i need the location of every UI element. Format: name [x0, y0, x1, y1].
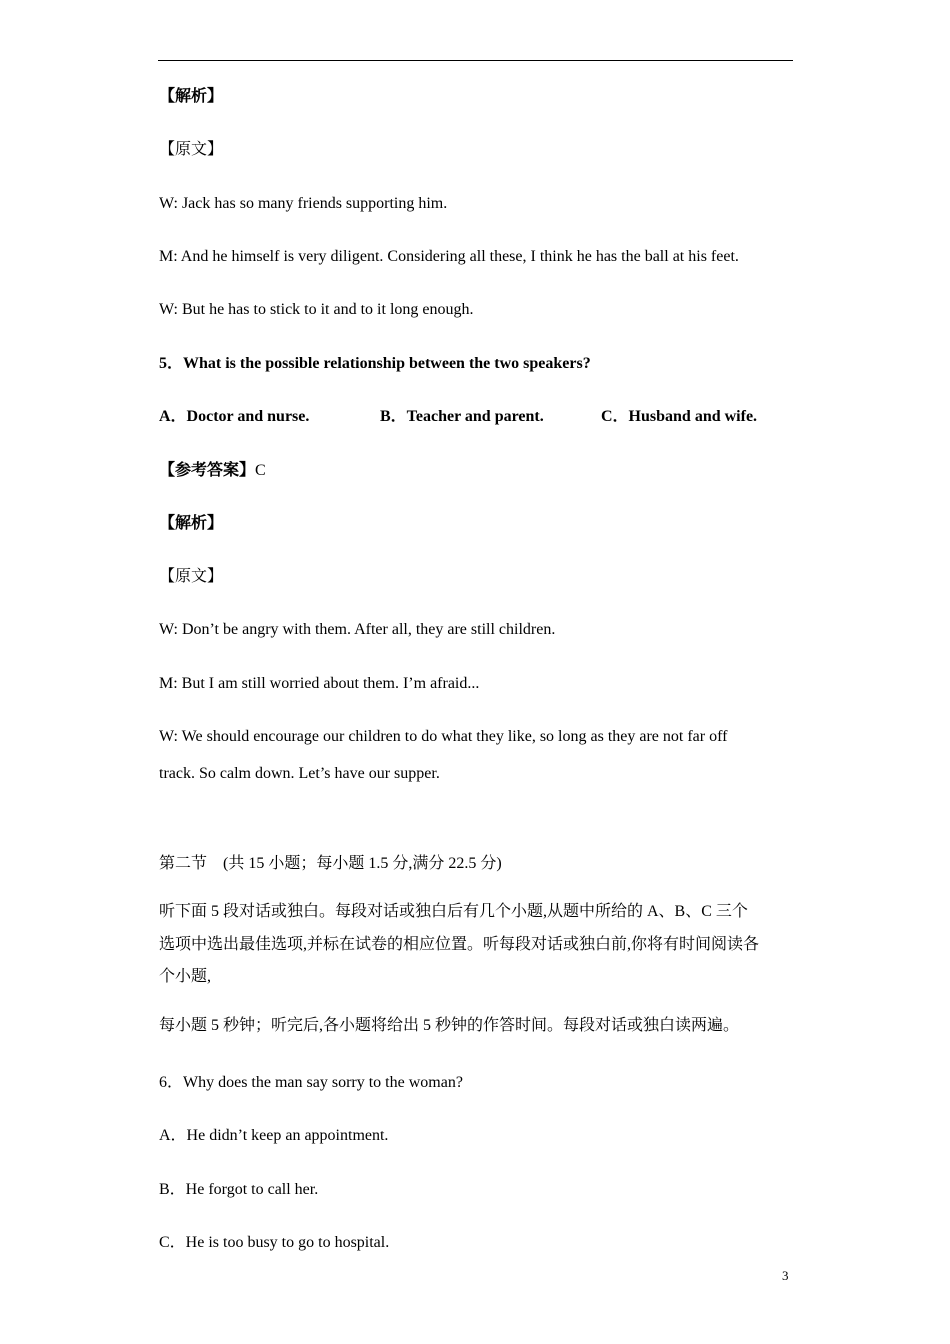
dialogue-line: W: But he has to stick to it and to it long enough. — [159, 301, 474, 318]
question-5: 5．What is the possible relationship between the two speakers? — [159, 355, 591, 372]
dialogue-line: M: And he himself is very diligent. Considering all these, I think he has the ball at his feet. — [159, 248, 739, 265]
answer-value: C — [255, 462, 266, 479]
q6-option-c: C．He is too busy to go to hospital. — [159, 1234, 390, 1251]
instruction-line: 选项中选出最佳选项,并标在试卷的相应位置。听每段对话或独白前,你将有时间阅读各 — [159, 936, 760, 953]
question-6: 6．Why does the man say sorry to the woman? — [159, 1074, 463, 1091]
q6-option-b: B．He forgot to call her. — [159, 1181, 319, 1198]
answer-line — [159, 461, 266, 481]
q5-option-a: A．Doctor and nurse. — [159, 408, 310, 425]
page-number: 3 — [782, 1268, 789, 1283]
q6-option-a: A．He didn’t keep an appointment. — [159, 1127, 389, 1144]
q5-option-b: B．Teacher and parent. — [380, 408, 544, 425]
dialogue-line: M: But I am still worried about them. I’m afraid... — [159, 675, 480, 692]
instruction-line: 个小题, — [159, 968, 212, 985]
original-label-2: 【原文】 — [159, 568, 224, 585]
analysis-label-1: 【解析】 — [159, 88, 224, 105]
dialogue-line: W: Jack has so many friends supporting him. — [159, 195, 448, 212]
q5-option-c: C．Husband and wife. — [601, 408, 758, 425]
header-rule — [158, 60, 793, 61]
analysis-label-2: 【解析】 — [159, 515, 224, 532]
original-label-1: 【原文】 — [159, 141, 224, 158]
section-heading: 第二节 (共 15 小题；每小题 1.5 分,满分 22.5 分) — [159, 855, 502, 872]
dialogue-line: W: We should encourage our children to do what they like, so long as they are not far off — [159, 728, 728, 745]
dialogue-line: W: Don’t be angry with them. After all, they are still children. — [159, 621, 556, 638]
instruction-line: 每小题 5 秒钟；听完后,各小题将给出 5 秒钟的作答时间。每段对话或独白读两遍。 — [159, 1017, 740, 1034]
instruction-line: 听下面 5 段对话或独白。每段对话或独白后有几个小题,从题中所给的 A、B、C 三个 — [159, 903, 748, 920]
dialogue-line: track. So calm down. Let’s have our supper. — [159, 765, 440, 782]
answer-label: 【参考答案】 — [159, 462, 256, 479]
